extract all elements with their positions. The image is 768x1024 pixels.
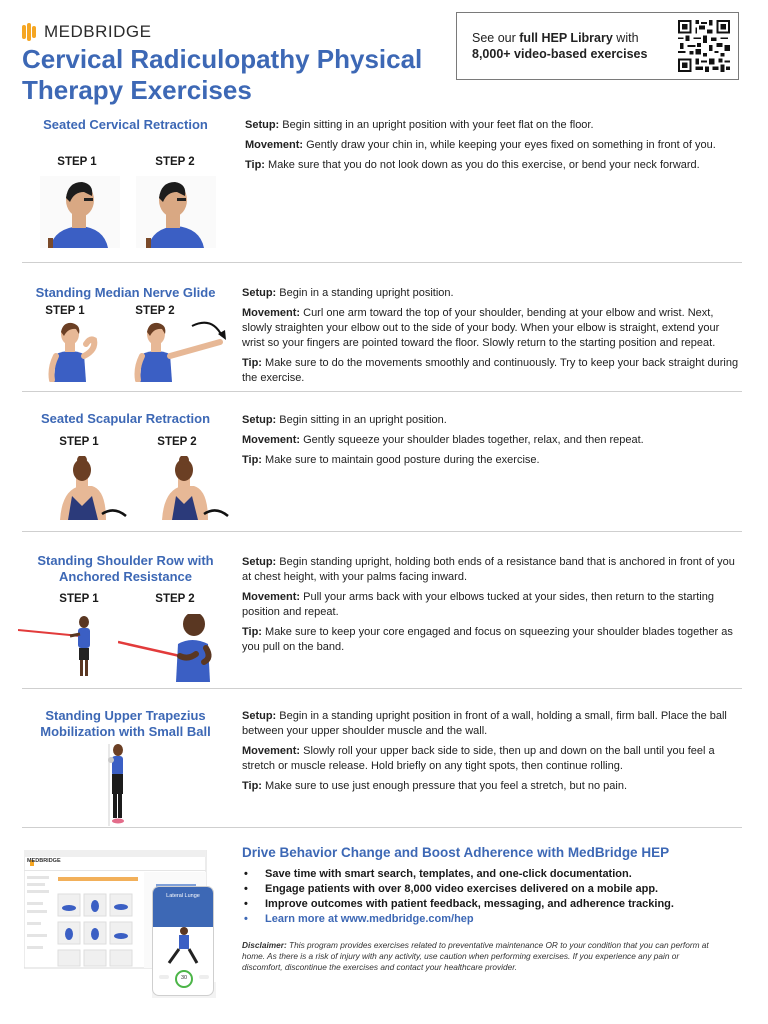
exercise-title: Standing Upper Trapezius Mobilization with Small Ball: [40, 708, 211, 739]
setup-text: Setup: Begin in a standing upright position in front of a wall, holding a small, firm ball. Place the ball between your upper shoulder muscle and the wall.: [242, 710, 727, 737]
medbridge-logo-icon: [22, 23, 38, 41]
step-1-label: STEP 1: [57, 156, 97, 168]
exercise-figure-step-1: [18, 614, 110, 682]
exercise-figure-step-1: [36, 320, 106, 382]
step-1-label: STEP 1: [59, 593, 99, 605]
step-2-label: STEP 2: [155, 156, 195, 168]
exercise-upper-trapezius-mobilization: [18, 708, 742, 828]
step-1-label: STEP 1: [59, 436, 99, 448]
section-divider: [22, 827, 742, 828]
step-2-label: STEP 2: [135, 305, 175, 317]
hep-app-mockup: [24, 850, 220, 1000]
exercise-figure-step-1: [40, 176, 120, 248]
step-2-label: STEP 2: [157, 436, 197, 448]
section-divider: [22, 391, 742, 392]
exercise-instructions: [242, 555, 742, 660]
section-divider: [22, 262, 742, 263]
learn-more-link[interactable]: • Learn more at www.medbridge.com/hep: [242, 912, 742, 927]
exercise-figure: [102, 744, 142, 826]
promo-text: See our full HEP Library with 8,000+ video-based exercises: [472, 31, 648, 61]
exercise-seated-cervical-retraction: [18, 114, 742, 254]
exercise-figure-step-2: [156, 456, 236, 520]
setup-text: Setup: Begin standing upright, holding both ends of a resistance band that is anchored in front of you at chest height, with your palms facing inward.: [242, 556, 735, 583]
tip-text: Tip: Make sure to maintain good posture during the exercise.: [242, 454, 540, 466]
exercise-figure-step-2: [118, 614, 228, 682]
tip-text: Tip: Make sure to keep your core engaged and focus on squeezing your shoulder blades together as you pull on the band.: [242, 626, 733, 653]
phone-header: Lateral Lunge: [153, 887, 213, 927]
tip-text: Tip: Make sure to use just enough pressure that you feel a stretch, but no pain.: [242, 780, 628, 792]
tip-text: Tip: Make sure that you do not look down as you do this exercise, or bend your neck forward.: [245, 159, 700, 171]
page-title: Cervical Radiculopathy Physical Therapy Exercises: [22, 44, 423, 105]
exercise-instructions: [242, 709, 742, 799]
phone-mockup: [152, 886, 214, 996]
setup-text: Setup: Begin in a standing upright position.: [242, 287, 454, 299]
hep-library-promo[interactable]: [456, 12, 739, 80]
tip-text: Tip: Make sure to do the movements smoothly and continuously. Try to keep your back straight during the exercise.: [242, 357, 739, 384]
exercise-seated-scapular-retraction: [18, 410, 742, 522]
exercise-instructions: [242, 413, 742, 473]
setup-text: Setup: Begin sitting in an upright position with your feet flat on the floor.: [245, 119, 594, 131]
movement-text: Movement: Slowly roll your upper back side to side, then up and down on the ball until you feel a stretch or muscle release. Hold briefly on any tight spots, then continue rolling.: [242, 745, 715, 772]
movement-text: Movement: Gently draw your chin in, while keeping your eyes fixed on something in front of you.: [245, 139, 716, 151]
bullet-item: • Save time with smart search, templates, and one-click documentation.: [242, 867, 742, 882]
exercise-figure-step-1: [54, 456, 134, 520]
brand-name: MEDBRIDGE: [44, 22, 152, 41]
promo-title: Drive Behavior Change and Boost Adherence with MedBridge HEP: [242, 845, 670, 860]
section-divider: [22, 688, 742, 689]
exercise-figure-step-2: [136, 176, 216, 248]
exercise-figure-step-2: [130, 312, 230, 382]
qr-code-icon[interactable]: [676, 18, 732, 74]
exercise-standing-median-nerve-glide: [18, 282, 742, 386]
exercise-title: Standing Shoulder Row with Anchored Resistance: [37, 553, 214, 584]
phone-counter: 30: [180, 975, 188, 981]
movement-text: Movement: Gently squeeze your shoulder blades together, relax, and then repeat.: [242, 434, 644, 446]
promo-bullets: [242, 867, 742, 927]
movement-text: Movement: Pull your arms back with your elbows tucked at your sides, then return to the starting position and repeat.: [242, 591, 714, 618]
step-2-label: STEP 2: [155, 593, 195, 605]
exercise-title: Seated Scapular Retraction: [40, 411, 211, 426]
bullet-item: • Engage patients with over 8,000 video exercises delivered on a mobile app.: [242, 882, 742, 897]
exercise-title: Seated Cervical Retraction: [43, 117, 208, 132]
phone-exercise-figure: [153, 927, 214, 996]
exercise-instructions: [242, 286, 742, 391]
exercise-title: Standing Median Nerve Glide: [35, 285, 216, 300]
section-divider: [22, 531, 742, 532]
exercise-standing-shoulder-row: [18, 552, 742, 682]
bullet-item: • Improve outcomes with patient feedback, messaging, and adherence tracking.: [242, 897, 742, 912]
movement-text: Movement: Curl one arm toward the top of your shoulder, bending at your elbow and wrist. Next, slowly straighten your elbow out to the side of your body. When your elbow is straight, extend your wrist so your fingers are pointed toward the floor. Slowly return to the starting position and repeat.: [242, 307, 720, 349]
step-1-label: STEP 1: [45, 305, 85, 317]
disclaimer: Disclaimer: This program provides exercises related to preventative maintenance OR to your condition that you can perform at home. As there is a risk of injury with any activity, use caution when performing exercises. If you experience any pain or discomfort, discontinue the exercises and contact your healthcare provider.: [242, 940, 709, 972]
mock-brand: MEDBRIDGE: [27, 858, 61, 864]
setup-text: Setup: Begin sitting in an upright position.: [242, 414, 447, 426]
exercise-instructions: [245, 118, 745, 178]
brand-logo: [22, 22, 151, 42]
